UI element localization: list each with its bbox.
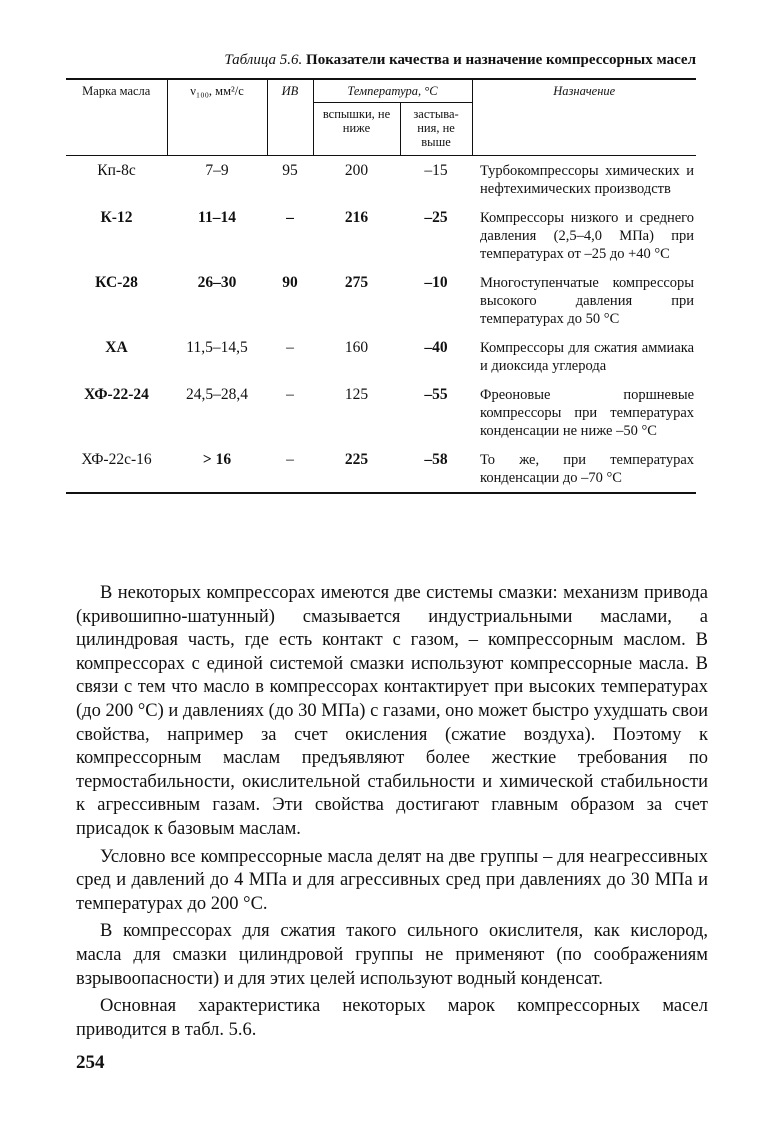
table-row [66,268,696,333]
cell-iv: – [286,209,294,226]
paragraph: В компрессорах для сжатия такого сильного окислителя, как кислород, масла для смазки цилиндровой группы не применяют (по соображениям взрывоопасности) и для этих целей используют водный конденсат. [76,921,708,989]
cell-flash: 216 [344,209,369,226]
table-row [66,333,696,380]
cell-viscosity: 7–9 [205,162,229,179]
cell-iv: – [286,339,294,356]
cell-brand: К-12 [100,209,133,226]
table-caption [224,52,696,69]
cell-flash: 200 [344,162,369,179]
cell-viscosity: 11–14 [198,209,236,226]
cell-brand: ХА [105,339,128,356]
cell-purpose: Турбокомпрессоры химических и нефтехимических производств [480,163,695,197]
cell-purpose: Многоступенчатые компрессоры высокого давления при температурах до 50 °С [480,275,695,327]
paragraph: Условно все компрессорные масла делят на две группы – для неагрессивных сред и давлений до 4 МПа и для агрессивных сред при давлениях до 30 МПа и температурах до 200 °С. [76,846,708,914]
table-caption-title: Показатели качества и назначение компрессорных масел [306,52,696,68]
cell-brand: ХФ-22с-16 [66,445,167,493]
cell-purpose: То же, при температурах конденсации до –70 °С [472,445,696,493]
header-flash-point: вспышки, не ниже [313,103,400,156]
cell-purpose: Компрессоры для сжатия аммиака и диоксида углерода [480,340,695,374]
cell-pour: –58 [400,445,472,493]
table-header [66,79,696,156]
cell-iv: 95 [282,162,298,179]
table-row [66,203,696,268]
header-brand: Марка масла [66,79,167,156]
header-pour-point: застыва-ния, не выше [400,103,472,156]
table-body [66,156,696,494]
cell-iv: 90 [282,274,298,291]
cell-purpose: Фреоновые поршневые компрессоры при температурах конденсации не ниже –50 °С [480,387,695,439]
cell-viscosity: 11,5–14,5 [186,339,248,356]
table-row [66,380,696,445]
header-viscosity-index: ИВ [267,79,313,156]
cell-pour: –40 [424,339,448,356]
compressor-oils-table [66,78,696,494]
body-text [76,582,708,1046]
cell-brand: КС-28 [95,274,138,291]
header-purpose: Назначение [472,79,696,156]
cell-iv: – [267,445,313,493]
cell-brand: ХФ-22-24 [84,386,149,403]
cell-viscosity: 24,5–28,4 [186,386,248,403]
cell-flash: 160 [344,339,369,356]
table-row [66,156,696,204]
table-row [66,445,696,493]
cell-pour: –15 [424,162,448,179]
table-caption-label: Таблица 5.6. [224,52,303,68]
cell-flash: 275 [344,274,369,291]
cell-flash: 225 [313,445,400,493]
cell-brand: Кп-8с [97,162,136,179]
page-number: 254 [76,1052,105,1073]
cell-viscosity: > 16 [167,445,267,493]
cell-purpose: Компрессоры низкого и среднего давления (2,5–4,0 МПа) при температурах от –25 до +40 °С [480,210,695,262]
cell-flash: 125 [344,386,369,403]
header-temperature: Температура, °С [313,79,472,103]
cell-pour: –55 [424,386,448,403]
paragraph: Основная характеристика некоторых марок компрессорных масел приводится в табл. 5.6. [76,996,708,1040]
cell-pour: –10 [424,274,448,291]
header-viscosity: ν₁₀₀, мм²/с [167,79,267,156]
cell-viscosity: 26–30 [197,274,237,291]
cell-iv: – [286,386,294,403]
cell-pour: –25 [424,209,448,226]
paragraph: В некоторых компрессорах имеются две системы смазки: механизм привода (кривошипно-шатунный) смазывается индустриальными маслами, а цилиндровая часть, где есть контакт с газом, – компрессорным маслом. В компрессорах с единой системой смазки используют компрессорные масла. В связи с тем что масло в компрессорах контактирует при высоких температурах (до 200 °С) и давлениях (до 30 МПа) с газами, оно может быстро ухудшать свои свойства, например за счет окисления (сжатие воздуха). Поэтому к компрессорным маслам предъявляют более жесткие требования по термостабильности, окислительной стабильности и химической стабильности к агрессивным газам. Эти свойства достигают главным образом за счет присадок к базовым маслам. [76,583,708,839]
